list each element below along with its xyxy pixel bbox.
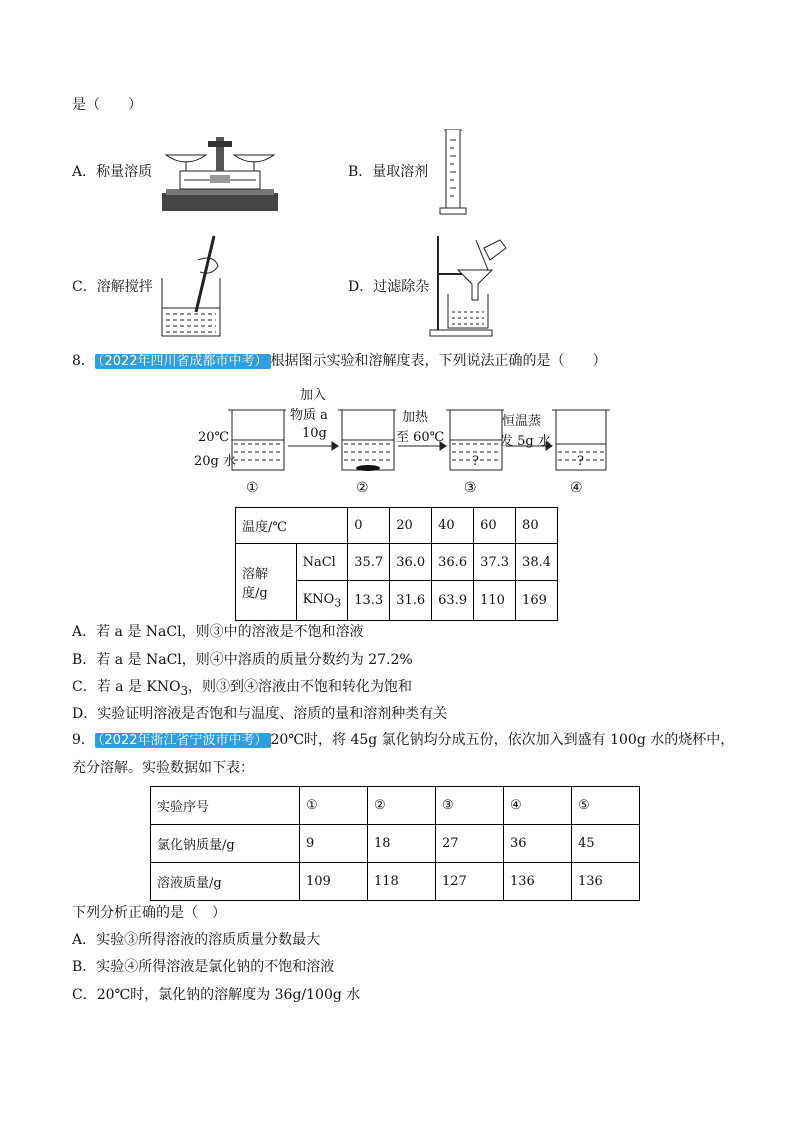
q9-row1-cell: 45 xyxy=(572,825,640,863)
q8-option-b: B．若 a 是 NaCl，则④中溶质的质量分数约为 27.2% xyxy=(72,652,413,668)
q9-row1-cell: 18 xyxy=(368,825,436,863)
q9-ask: 下列分析正确的是（ ） xyxy=(72,905,226,921)
q8-stem xyxy=(72,351,607,372)
nacl-label: NaCl xyxy=(296,544,348,581)
q9-row2-cell: 136 xyxy=(572,863,640,901)
beaker3-question-mark: ? xyxy=(472,454,479,469)
step3-line2: 发 5g 水 xyxy=(500,434,551,449)
q8-stem-text: 根据图示实验和溶解度表，下列说法正确的是（ ） xyxy=(270,353,607,369)
temp-cell: 40 xyxy=(432,508,474,544)
kno3-cell: 13.3 xyxy=(348,581,390,621)
q8-option-c-pre: C．若 a 是 KNO xyxy=(72,679,181,695)
q9-row2-cell: 127 xyxy=(436,863,504,901)
q9-header-cell: ⑤ xyxy=(572,787,640,825)
q8-source-badge: （2022年四川省成都市中考） xyxy=(95,354,271,369)
balance-figure xyxy=(160,133,280,213)
kno3-label-sub: 3 xyxy=(334,596,342,610)
beaker4-label: ④ xyxy=(570,480,583,496)
q9-header-cell: ② xyxy=(368,787,436,825)
step3-line1: 恒温蒸 xyxy=(502,414,542,429)
q7-option-c: C．溶解搅拌 xyxy=(72,279,153,295)
q9-row1-cell: 36 xyxy=(504,825,572,863)
q9-row1-cell: 27 xyxy=(436,825,504,863)
q9-stem-line2: 充分溶解。实验数据如下表： xyxy=(72,760,254,776)
start-temp-label: 20℃ xyxy=(198,430,230,445)
q9-row1-cell: 9 xyxy=(300,825,368,863)
q9-header-cell: ③ xyxy=(436,787,504,825)
temp-cell: 20 xyxy=(390,508,432,544)
q9-row2-cell: 109 xyxy=(300,863,368,901)
step1-line2: 物质 a xyxy=(290,408,328,423)
solubility-row-group: 溶解度/g xyxy=(236,544,297,621)
nacl-cell: 36.6 xyxy=(432,544,474,581)
q7-option-b: B．量取溶剂 xyxy=(348,164,429,180)
filtration-figure xyxy=(428,234,508,338)
kno3-cell: 169 xyxy=(516,581,558,621)
temp-cell: 0 xyxy=(348,508,390,544)
step1-line3: 10g xyxy=(302,426,327,441)
q7-option-d: D．过滤除杂 xyxy=(348,279,430,295)
temp-cell: 60 xyxy=(474,508,516,544)
q9-row2-cell: 136 xyxy=(504,863,572,901)
nacl-cell: 37.3 xyxy=(474,544,516,581)
q9-row1-label: 氯化钠质量/g xyxy=(151,825,300,863)
kno3-label-text: KNO xyxy=(302,591,335,607)
q8-option-c-sub: 3 xyxy=(180,683,189,698)
step1-line1: 加入 xyxy=(300,388,327,403)
q8-process-diagram xyxy=(190,384,610,500)
q9-source-badge: （2022年浙江省宁波市中考） xyxy=(95,733,271,748)
beaker4-question-mark: ? xyxy=(577,454,584,469)
q8-number: 8． xyxy=(72,353,95,369)
step2-line2: 至 60℃ xyxy=(396,430,445,445)
graduated-cylinder-figure xyxy=(436,128,470,218)
q8-option-a: A．若 a 是 NaCl，则③中的溶液是不饱和溶液 xyxy=(72,624,364,640)
q8-option-c xyxy=(72,677,412,701)
q8-option-d: D．实验证明溶液是否饱和与温度、溶质的量和溶剂种类有关 xyxy=(72,706,448,722)
q9-header-cell: ① xyxy=(300,787,368,825)
q9-row2-label: 溶液质量/g xyxy=(151,863,300,901)
q7-stem-tail: 是（ ） xyxy=(72,97,142,113)
nacl-cell: 36.0 xyxy=(390,544,432,581)
q9-header-label: 实验序号 xyxy=(151,787,300,825)
solubility-table xyxy=(235,507,558,621)
q7-option-a: A．称量溶质 xyxy=(72,164,153,180)
q9-number: 9． xyxy=(72,732,95,748)
q9-data-table xyxy=(150,786,640,901)
q9-row2-cell: 118 xyxy=(368,863,436,901)
kno3-cell: 63.9 xyxy=(432,581,474,621)
q8-option-c-post: ，则③到④溶液由不饱和转化为饱和 xyxy=(188,679,413,695)
kno3-cell: 110 xyxy=(474,581,516,621)
beaker1-label: ① xyxy=(246,480,259,496)
kno3-label xyxy=(296,581,348,621)
nacl-cell: 38.4 xyxy=(516,544,558,581)
step2-line1: 加热 xyxy=(402,410,429,425)
start-water-label: 20g 水 xyxy=(194,454,236,469)
beaker3-label: ③ xyxy=(464,480,477,496)
temp-header: 温度/℃ xyxy=(236,508,348,544)
q9-option-a: A．实验③所得溶液的溶质质量分数最大 xyxy=(72,932,321,948)
stirring-beaker-figure xyxy=(158,232,228,342)
kno3-cell: 31.6 xyxy=(390,581,432,621)
q9-stem xyxy=(72,730,734,751)
nacl-cell: 35.7 xyxy=(348,544,390,581)
q9-stem-text: 20℃时，将 45g 氯化钠均分成五份，依次加入到盛有 100g 水的烧杯中， xyxy=(270,732,735,748)
q9-option-b: B．实验④所得溶液是氯化钠的不饱和溶液 xyxy=(72,959,335,975)
temp-cell: 80 xyxy=(516,508,558,544)
beaker2-label: ② xyxy=(356,480,369,496)
q9-header-cell: ④ xyxy=(504,787,572,825)
q9-option-c: C．20℃时，氯化钠的溶解度为 36g/100g 水 xyxy=(72,987,361,1003)
